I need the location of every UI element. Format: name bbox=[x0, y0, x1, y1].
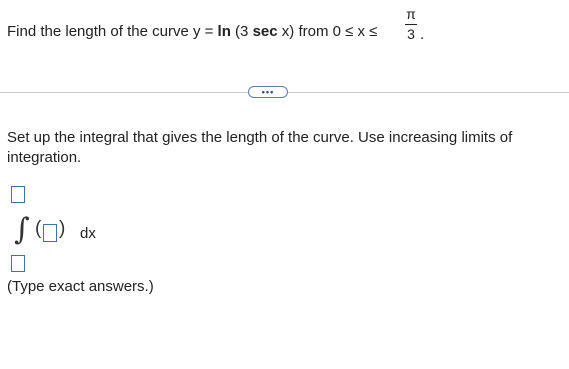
fraction-numerator: π bbox=[406, 6, 416, 22]
question-text bbox=[7, 22, 377, 42]
integral-sign: ∫ bbox=[14, 212, 30, 247]
func-coeff: (3 bbox=[230, 23, 253, 40]
question-range: x) from 0 ≤ x ≤ bbox=[277, 23, 378, 40]
close-paren: ) bbox=[59, 218, 66, 239]
fraction-bar bbox=[405, 24, 417, 25]
question-period: . bbox=[420, 26, 425, 43]
more-dots-icon: ••• bbox=[261, 87, 275, 97]
expand-more-button[interactable] bbox=[248, 86, 288, 98]
answer-format-note: (Type exact answers.) bbox=[7, 278, 154, 295]
instruction-text: Set up the integral that gives the length of the curve. Use increasing limits of integration. bbox=[7, 129, 513, 166]
upper-bound-fraction bbox=[405, 5, 417, 42]
upper-limit-input[interactable] bbox=[11, 186, 25, 203]
question-prefix: Find the length of the curve y = bbox=[7, 23, 218, 40]
sec-text: sec bbox=[252, 23, 278, 40]
fraction-denominator: 3 bbox=[407, 26, 415, 42]
lower-limit-input[interactable] bbox=[11, 255, 25, 272]
differential-label: dx bbox=[80, 225, 96, 242]
integrand-input[interactable] bbox=[43, 224, 57, 242]
open-paren: ( bbox=[35, 218, 42, 239]
ln-text: ln bbox=[217, 23, 231, 40]
